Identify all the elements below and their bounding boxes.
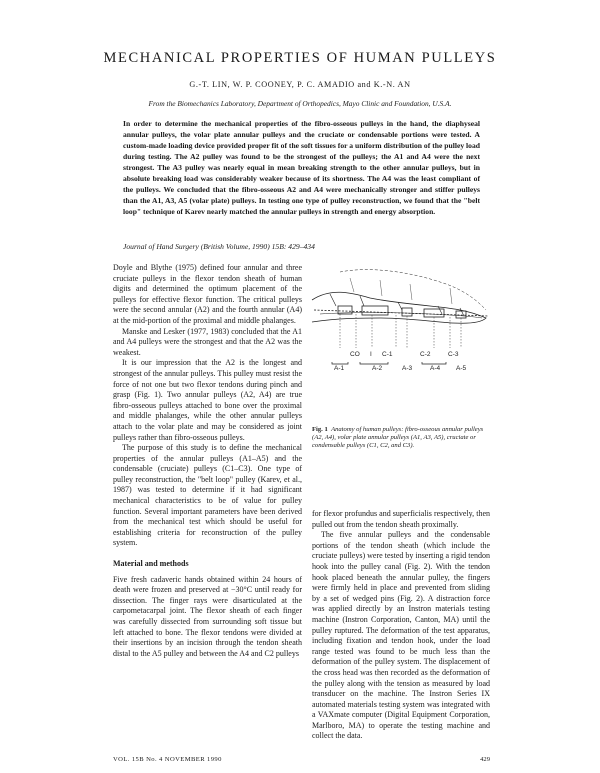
paper-title: MECHANICAL PROPERTIES OF HUMAN PULLEYS bbox=[103, 50, 497, 66]
pulley-a4-shape bbox=[424, 309, 444, 317]
bracket bbox=[360, 362, 388, 364]
figure-caption bbox=[312, 426, 490, 450]
label-a3: A-3 bbox=[402, 365, 413, 372]
label-co: CO bbox=[350, 351, 360, 358]
paragraph: The five annular pulleys and the condensable portions of the tendon sheath (which include the cruciate pulleys) were tested by inserting a rigid tendon hook into the pulley canal (Fig. 2). With the tendon hook placed beneath the annular pulley, the fingers were firmly held in place and prevented from sliding by a set of wedged pins (Fig. 2). A distraction force was applied directly by an Instron materials testing machine (Instron Corporation, Canton, MA) until the pulley ruptured. The deformation of the test apparatus, including fixation and tendon hook, under the load range tested was found to be much less than the deformation of the pulley system. The displacement of the cross head was then recorded as the deformation of the pulley along with the tension as measured by load transducer on the machine. The Instron Series IX automated materials testing system was integrated with a VAXmate computer (Digital Equipment Corporation, Marlboro, MA) to operate the testing machine and collect the data. bbox=[312, 530, 490, 741]
page-number: 429 bbox=[480, 756, 490, 763]
label-c1: C-1 bbox=[382, 351, 393, 358]
caption-text: Anatomy of human pulleys: fibro-osseous annular pulleys (A2, A4), volar plate annular pulleys (A1, A3, A5), cruciate or condensable pulleys (C1, C2, and C3). bbox=[312, 426, 484, 449]
span-brackets bbox=[332, 362, 446, 364]
pulley-a2-shape bbox=[362, 306, 388, 315]
label-a5: A-5 bbox=[456, 365, 467, 372]
section-heading-methods: Material and methods bbox=[113, 559, 189, 569]
pulley-a5-shape bbox=[456, 311, 466, 318]
paragraph: Manske and Lesker (1977, 1983) concluded that the A1 and A4 pulleys were the strongest and that the A2 was the weakest. bbox=[113, 326, 302, 357]
affiliation: From the Biomechanics Laboratory, Department of Orthopedics, Mayo Clinic and Foundation, U.S.A. bbox=[148, 99, 452, 108]
paragraph: Five fresh cadaveric hands obtained within 24 hours of death were frozen and preserved at −30°C until ready for dissection. The finger rays were disarticulated at the carpometacarpal joint. The flexor sheath of each finger was carefully dissected from surrounding soft tissue but left attached to bone. The flexor tendons were divided at their insertions by an incision through the tendon sheath distal to the A5 pulley and between the A4 and C2 pulleys bbox=[113, 574, 302, 658]
finger-drawing bbox=[312, 270, 488, 324]
journal-citation: Journal of Hand Surgery (British Volume, 1990) 15B: 429–434 bbox=[123, 242, 315, 251]
author-list: G.-T. LIN, W. P. COONEY, P. C. AMADIO and K.-N. AN bbox=[189, 80, 411, 89]
skin-lines bbox=[350, 278, 452, 304]
paragraph: Doyle and Blythe (1975) defined four annular and three cruciate pulleys in the flexor tendon sheath of human digits and determined the optimum placement of the pulleys for effective flexor function. The critical pulleys were the second annular (A2) and the fourth annular (A4) at the mid-portion of the proximal and middle phalanges. bbox=[113, 263, 302, 325]
paragraph: It is our impression that the A2 is the longest and strongest of the annular pulleys. This pulley must resist the force of not one but two flexor tendons during pinch and grasp (Fig. 1). Two annular pulleys (A2, A4) are true fibro-osseous pulleys attached to bone over the proximal and middle phalanges, while the other annular pulleys attach to the volar plate and may be considered as joint pulleys rather than fibro-osseous pulleys. bbox=[113, 358, 302, 442]
label-i: I bbox=[370, 351, 372, 358]
label-c3: C-3 bbox=[448, 351, 459, 358]
pulley-a3-shape bbox=[402, 308, 412, 316]
abstract: In order to determine the mechanical properties of the fibro-osseous pulleys in the hand, the diaphyseal annular pulleys, the volar plate annular pulleys and the cruciate or condensable portions were tested. A custom-made loading device provided proper fit of the soft tissues for a uniform distribution of the pulley load during testing. The A2 pulley was found to be the strongest of the pulleys; the A1 and A4 were the next strongest. The A3 pulley was nearly equal in mean breaking strength to the other annular pulleys, but in absolute breaking load was considerably weaker because of its shortness. The A4 was the least compliant of the pulleys. We concluded that the fibro-osseous A2 and A4 were mechanically stronger and stiffer pulleys than the A1, A3, A5 (volar plate) pulleys. In testing one type of pulley reconstruction, we found that the "belt loop" technique of Karev nearly matched the annular pulleys in strength and energy absorption. bbox=[123, 119, 480, 216]
label-a1: A-1 bbox=[334, 365, 345, 372]
label-c2: C-2 bbox=[420, 351, 431, 358]
label-a4: A-4 bbox=[430, 365, 441, 372]
bracket bbox=[422, 362, 446, 364]
pulley-labels bbox=[334, 351, 467, 372]
bracket bbox=[332, 362, 348, 364]
paragraph: for flexor profundus and superficialis respectively, then pulled out from the tendon sheath proximally. bbox=[312, 509, 490, 529]
paragraph: The purpose of this study is to define the mechanical properties of the annular pulleys (A1–A5) and the condensable (cruciate) pulleys (C1–C3). One type of pulley reconstruction, the "belt loop" pulley (Karev, et al., 1987) was tested to determine if it had significant mechanical characteristics to be of value for pulley function. Several important parameters have been derived from the mechanical test which should be useful for establishing criteria for reconstruction of the pulley system. bbox=[113, 443, 302, 548]
footer-volume: VOL. 15B No. 4 NOVEMBER 1990 bbox=[113, 756, 222, 763]
figure-pulley-anatomy bbox=[310, 258, 492, 413]
caption-label: Fig. 1 bbox=[312, 426, 328, 433]
label-a2: A-2 bbox=[372, 365, 383, 372]
left-column bbox=[113, 263, 302, 659]
right-column bbox=[312, 509, 490, 742]
